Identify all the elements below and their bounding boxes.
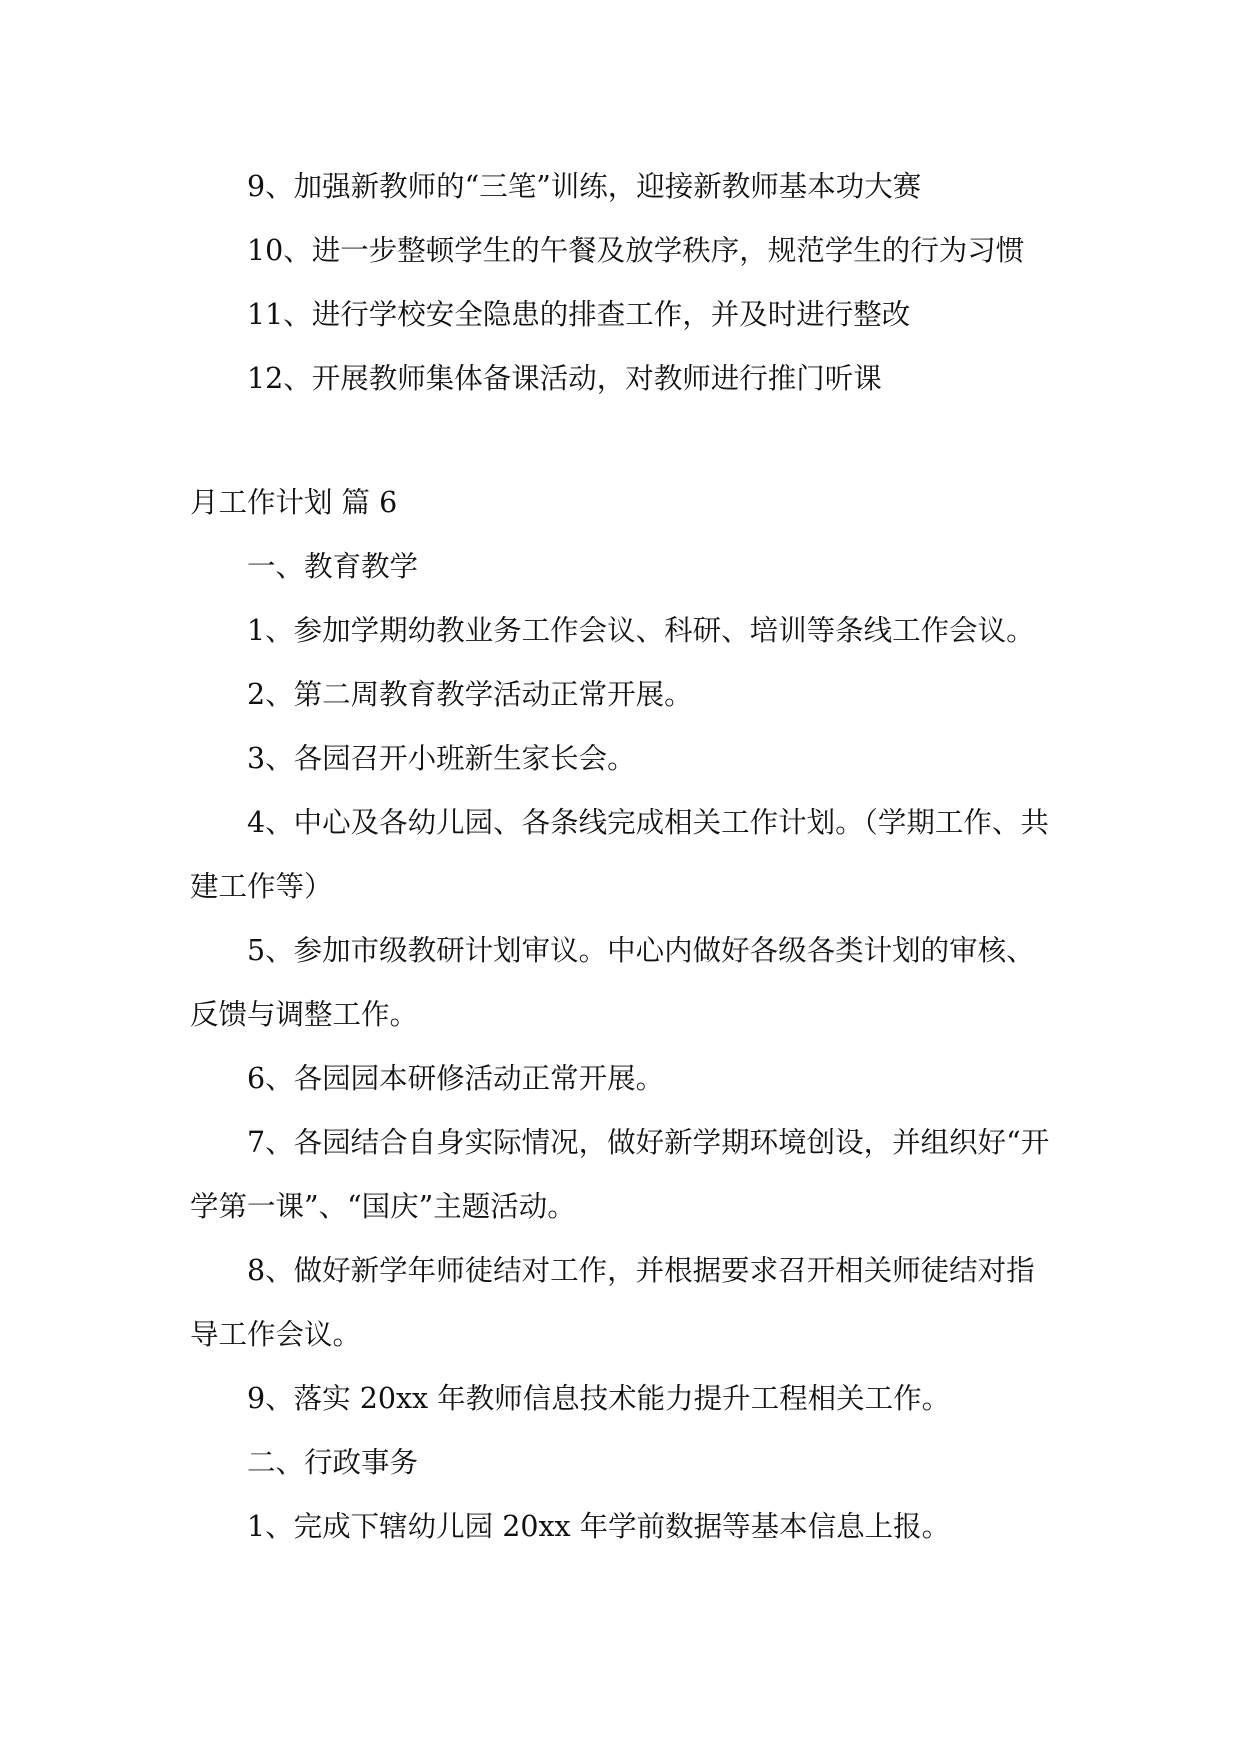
- list-item: 10、进一步整顿学生的午餐及放学秩序，规范学生的行为习惯: [247, 234, 1025, 267]
- list-item: 3、各园召开小班新生家长会。: [247, 742, 636, 775]
- document-body: [190, 155, 1054, 1559]
- list-item: 5、参加市级教研计划审议。中心内做好各级各类计划的审核、反馈与调整工作。: [190, 934, 1035, 1031]
- list-item: 8、做好新学年师徒结对工作，并根据要求召开相关师徒结对指导工作会议。: [190, 1254, 1035, 1351]
- list-item: 7、各园结合自身实际情况，做好新学期环境创设，并组织好“开学第一课”、“国庆”主题活动。: [190, 1126, 1050, 1223]
- section-heading: 一、教育教学: [247, 550, 419, 583]
- list-item: 12、开展教师集体备课活动，对教师进行推门听课: [247, 362, 882, 395]
- section-heading: 二、行政事务: [247, 1446, 419, 1479]
- list-item: 6、各园园本研修活动正常开展。: [247, 1062, 665, 1095]
- section-spacer: [190, 411, 1054, 471]
- list-item: 9、落实 20xx 年教师信息技术能力提升工程相关工作。: [247, 1382, 951, 1415]
- list-item: 1、完成下辖幼儿园 20xx 年学前数据等基本信息上报。: [247, 1510, 951, 1543]
- list-item: 1、参加学期幼教业务工作会议、科研、培训等条线工作会议。: [247, 614, 1035, 647]
- section-title: 月工作计划 篇 6: [190, 486, 398, 519]
- list-item: 4、中心及各幼儿园、各条线完成相关工作计划。（学期工作、共建工作等）: [190, 806, 1049, 903]
- list-item: 2、第二周教育教学活动正常开展。: [247, 678, 693, 711]
- list-item: 11、进行学校安全隐患的排查工作，并及时进行整改: [247, 298, 911, 331]
- list-item: 9、加强新教师的“三笔”训练，迎接新教师基本功大赛: [247, 170, 922, 203]
